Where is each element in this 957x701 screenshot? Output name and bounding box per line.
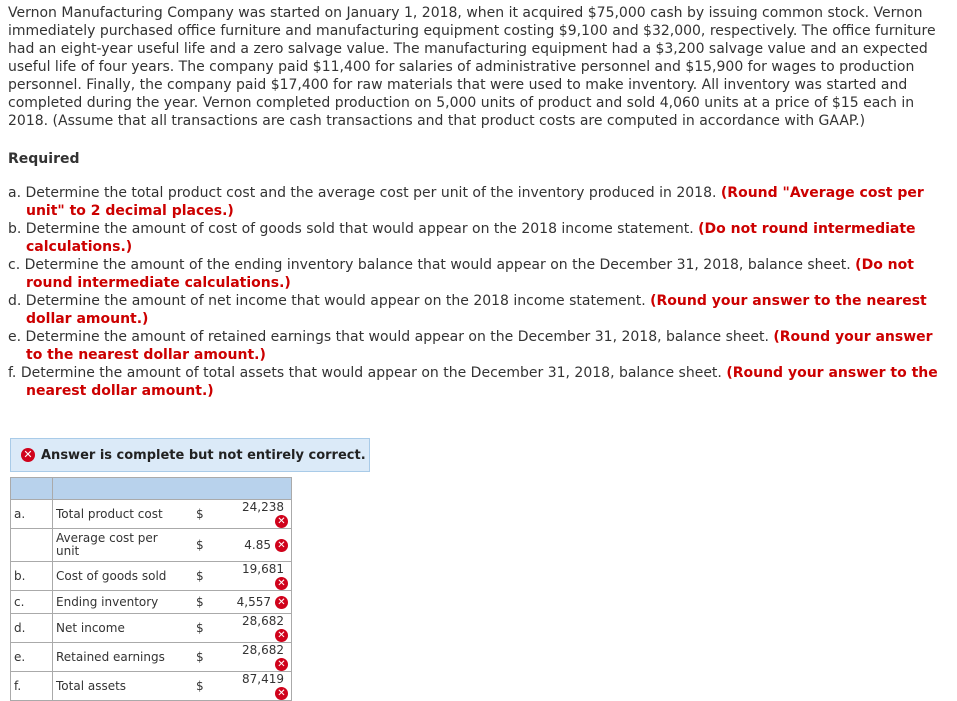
- requirements-list: [8, 184, 948, 400]
- answer-value: 28,682: [242, 614, 284, 628]
- x-circle-icon: ✕: [275, 658, 288, 671]
- row-label: c.: [11, 591, 53, 614]
- table-row: [11, 529, 292, 562]
- row-label: d.: [11, 614, 53, 643]
- requirement-item: c. Determine the amount of the ending inventory balance that would appear on the December 31, 2018, balance sheet. (Do not round intermediate calculations.): [8, 257, 914, 291]
- row-label: b.: [11, 562, 53, 591]
- answer-cell[interactable]: [227, 562, 292, 591]
- problem-intro: Vernon Manufacturing Company was started on January 1, 2018, when it acquired $75,000 cash by issuing common stock. Vernon immediately purchased office furniture and manufacturing equipment costing $9,100 and $32,000, respectively. The office furniture had an eight-year useful life and a zero salvage value. The manufacturing equipment had a $3,200 salvage value and an expected useful life of four years. The company paid $11,400 for salaries of administrative personnel and $15,900 for wages to production personnel. Finally, the company paid $17,400 for raw materials that were used to make inventory. All inventory was started and completed during the year. Vernon completed production on 5,000 units of product and sold 4,060 units at a price of $15 each in 2018. (Assume that all transactions are cash transactions and that product costs are computed in accordance with GAAP.): [8, 5, 936, 129]
- answer-cell[interactable]: [227, 672, 292, 701]
- required-heading: Required: [8, 151, 80, 167]
- answer-value: 4,557: [236, 595, 271, 609]
- answer-cell[interactable]: [227, 614, 292, 643]
- currency-symbol: $: [193, 500, 227, 529]
- row-item: Total assets: [53, 672, 194, 701]
- answer-value: 19,681: [242, 562, 284, 576]
- table-header-row: [11, 478, 292, 500]
- table-row: [11, 643, 292, 672]
- x-circle-icon: ✕: [275, 577, 288, 590]
- x-circle-icon: ✕: [275, 515, 288, 528]
- currency-symbol: $: [193, 562, 227, 591]
- requirement-item: b. Determine the amount of cost of goods sold that would appear on the 2018 income statement. (Do not round intermediate calculations.): [8, 221, 916, 255]
- table-row: [11, 591, 292, 614]
- requirement-item: f. Determine the amount of total assets that would appear on the December 31, 2018, balance sheet. (Round your answer to the nearest dollar amount.): [8, 365, 938, 399]
- requirement-item: d. Determine the amount of net income that would appear on the 2018 income statement. (Round your answer to the nearest dollar amount.): [8, 293, 927, 327]
- table-row: [11, 672, 292, 701]
- row-item: Average cost per unit: [56, 531, 158, 558]
- currency-symbol: $: [193, 591, 227, 614]
- answer-value: 28,682: [242, 643, 284, 657]
- answer-value: 24,238: [242, 500, 284, 514]
- x-circle-icon: ✕: [21, 448, 35, 462]
- requirement-item: a. Determine the total product cost and the average cost per unit of the inventory produced in 2018. (Round "Average cost per unit" to 2 decimal places.): [8, 185, 924, 219]
- x-circle-icon: ✕: [275, 539, 288, 552]
- answer-value: 4.85: [244, 538, 271, 552]
- answer-value: 87,419: [242, 672, 284, 686]
- row-label: a.: [11, 500, 53, 529]
- x-circle-icon: ✕: [275, 687, 288, 700]
- answer-table: [10, 477, 292, 701]
- table-row: [11, 500, 292, 529]
- row-label: f.: [11, 672, 53, 701]
- row-item: Cost of goods sold: [53, 562, 194, 591]
- answer-cell[interactable]: [227, 591, 292, 614]
- currency-symbol: $: [193, 614, 227, 643]
- row-item: Net income: [53, 614, 194, 643]
- answer-cell[interactable]: [227, 529, 292, 562]
- x-circle-icon: ✕: [275, 596, 288, 609]
- table-row: [11, 562, 292, 591]
- answer-cell[interactable]: [227, 643, 292, 672]
- currency-symbol: $: [193, 643, 227, 672]
- row-item: Total product cost: [53, 500, 194, 529]
- answer-status-banner: [10, 438, 370, 472]
- requirement-item: e. Determine the amount of retained earnings that would appear on the December 31, 2018, balance sheet. (Round your answer to the nearest dollar amount.): [8, 329, 933, 363]
- answer-cell[interactable]: [227, 500, 292, 529]
- x-circle-icon: ✕: [275, 629, 288, 642]
- currency-symbol: $: [193, 672, 227, 701]
- row-label: [11, 529, 53, 562]
- table-row: [11, 614, 292, 643]
- row-item: Ending inventory: [53, 591, 194, 614]
- row-label: e.: [11, 643, 53, 672]
- currency-symbol: $: [193, 529, 227, 562]
- row-item: Retained earnings: [53, 643, 194, 672]
- status-message: Answer is complete but not entirely correct.: [41, 447, 366, 463]
